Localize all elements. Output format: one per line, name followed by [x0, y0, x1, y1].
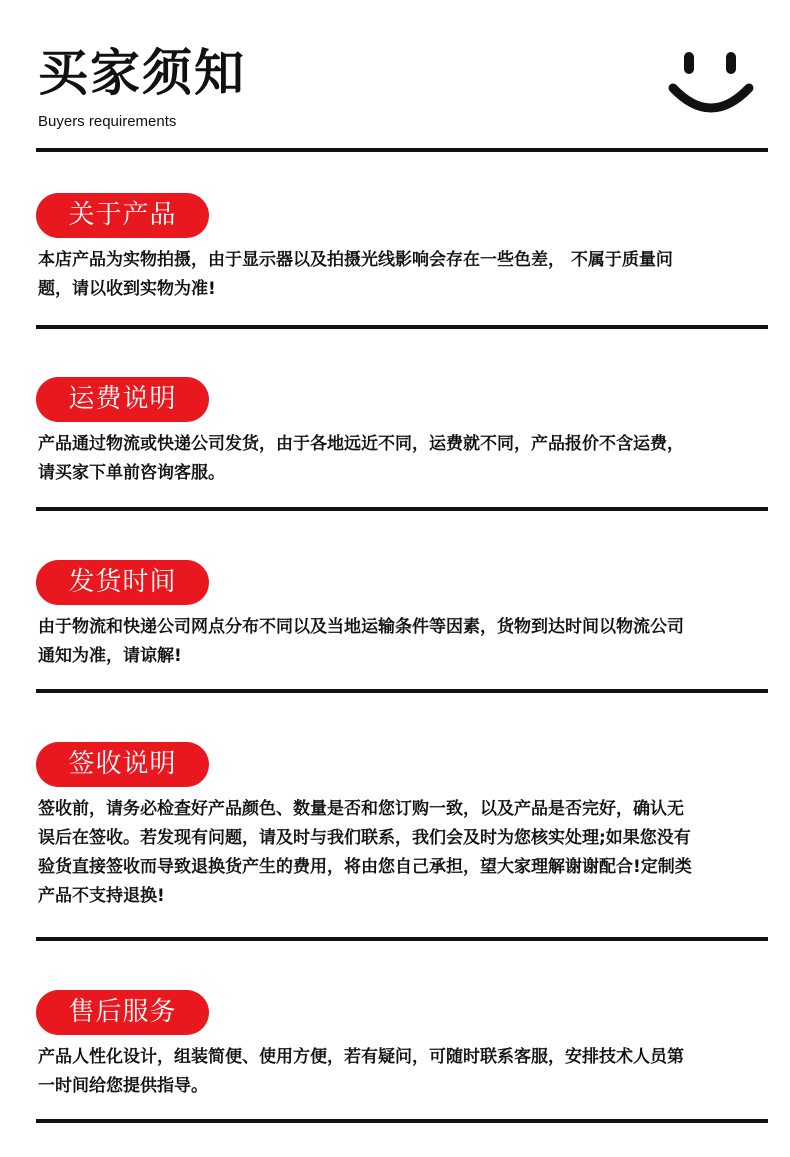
section-text: 由于物流和快递公司网点分布不同以及当地运输条件等因素，货物到达时间以物流公司通知为准，请谅解!	[38, 617, 684, 666]
section-title-pill: 发货时间	[36, 560, 209, 605]
section-text: 产品通过物流或快递公司发货，由于各地远近不同，运费就不同，产品报价不含运费，请买家下单前咨询客服。	[38, 434, 684, 483]
section-title-pill: 售后服务	[36, 990, 209, 1035]
section-text: 签收前，请务必检查好产品颜色、数量是否和您订购一致，以及产品是否完好，确认无误后在签收。若发现有问题，请及时与我们联系，我们会及时为您核实处理;如果您没有验货直接签收而导致退换货产生的费用，将由您自己承担，望大家理解谢谢配合!定制类产品不支持退换!	[38, 799, 692, 906]
section-title-pill: 运费说明	[36, 377, 209, 422]
section-divider	[36, 507, 768, 511]
smiley-face-icon	[668, 48, 754, 118]
section-divider	[36, 689, 768, 693]
section-text: 本店产品为实物拍摄，由于显示器以及拍摄光线影响会存在一些色差， 不属于质量问题，请以收到实物为准!	[38, 250, 673, 299]
section-text: 产品人性化设计，组装简便、使用方便，若有疑问，可随时联系客服，安排技术人员第一时间给您提供指导。	[38, 1047, 684, 1096]
section-title-pill: 签收说明	[36, 742, 209, 787]
page-title: 买家须知	[38, 44, 246, 102]
section-title-pill: 关于产品	[36, 193, 209, 238]
footer-divider	[36, 1119, 768, 1123]
section-divider	[36, 325, 768, 329]
page-subtitle: Buyers requirements	[38, 113, 177, 130]
header-divider	[36, 148, 768, 152]
section-divider	[36, 937, 768, 941]
